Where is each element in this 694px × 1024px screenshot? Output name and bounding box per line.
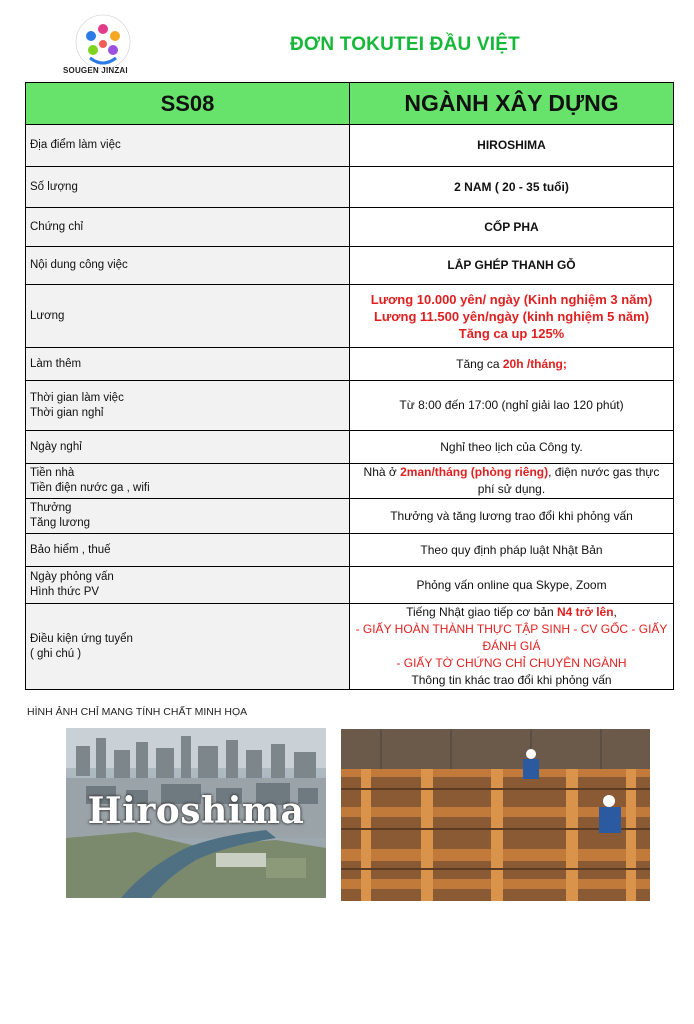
hiroshima-city-image <box>66 728 326 898</box>
row-label-line: Thưởng <box>30 502 72 514</box>
table-row <box>26 381 674 431</box>
row-label <box>26 464 350 499</box>
conditions-line: - GIẤY TỜ CHỨNG CHỈ CHUYÊN NGÀNH <box>396 656 627 670</box>
language-level: N4 trở lên <box>556 605 614 619</box>
row-label-line: Thời gian làm việc <box>30 391 124 404</box>
row-value: Phỏng vấn online qua Skype, Zoom <box>350 567 674 604</box>
table-row <box>26 125 674 167</box>
row-label <box>26 499 350 534</box>
row-label-line: Tiền điện nước ga , wifi <box>30 482 150 494</box>
table-row <box>26 208 674 247</box>
conditions-suffix: , <box>613 605 617 619</box>
table-row <box>26 499 674 534</box>
document-title: ĐƠN TOKUTEI ĐẦU VIỆT <box>290 34 520 55</box>
row-label-line: Thời gian nghỉ <box>30 406 104 419</box>
table-row <box>26 604 674 690</box>
housing-prefix: Nhà ở <box>363 465 401 479</box>
row-value <box>350 348 674 381</box>
row-label <box>26 381 350 431</box>
housing-suffix: , điện nước gas thực phí sử dụng. <box>477 465 660 496</box>
row-label <box>26 604 350 690</box>
overtime-hours: 20h /tháng; <box>502 356 567 371</box>
row-value <box>350 464 674 499</box>
conditions-line: Thông tin khác trao đổi khi phỏng vấn <box>411 673 612 687</box>
row-label-line: ( ghi chú ) <box>30 647 82 660</box>
salary-line: Tăng ca up 125% <box>458 325 565 341</box>
illustration-note: HÌNH ẢNH CHỈ MANG TÍNH CHẤT MINH HỌA <box>27 706 248 718</box>
row-value: Từ 8:00 đến 17:00 (nghỉ giải lao 120 phút) <box>350 381 674 431</box>
overtime-prefix: Tăng ca <box>456 356 503 371</box>
row-value: 2 NAM ( 20 - 35 tuổi) <box>350 167 674 208</box>
row-label: Số lượng <box>26 167 350 208</box>
logo-brand-text: SOUGEN JINZAI <box>63 66 128 75</box>
table-row <box>26 431 674 464</box>
conditions-line: - GIẤY HOÀN THÀNH THỰC TẬP SINH - CV GỐC - GIẤY ĐÁNH GIÁ <box>355 622 668 653</box>
row-label-line: Điều kiện ứng tuyển <box>30 632 133 645</box>
row-label: Bảo hiểm , thuế <box>26 534 350 567</box>
conditions-value <box>350 604 674 690</box>
row-label: Làm thêm <box>26 348 350 381</box>
salary-value <box>350 285 674 348</box>
row-label-line: Tiền nhà <box>30 467 75 479</box>
table-row <box>26 534 674 567</box>
city-caption: Hiroshima <box>87 790 305 832</box>
table-row <box>26 167 674 208</box>
row-value: CỐP PHA <box>350 208 674 247</box>
construction-site-image <box>341 729 650 901</box>
housing-price: 2man/tháng (phòng riêng) <box>400 465 549 479</box>
job-info-table <box>25 82 674 690</box>
table-row <box>26 348 674 381</box>
row-label-line: Tăng lương <box>30 517 90 529</box>
job-code: SS08 <box>26 83 350 125</box>
table-row <box>26 567 674 604</box>
row-value: Theo quy định pháp luật Nhật Bản <box>350 534 674 567</box>
job-field: NGÀNH XÂY DỰNG <box>350 83 674 125</box>
conditions-line <box>354 604 669 621</box>
row-label-line: Hình thức PV <box>30 586 100 598</box>
row-label: Ngày nghỉ <box>26 431 350 464</box>
row-value: HIROSHIMA <box>350 125 674 167</box>
salary-line: Lương 11.500 yên/ngày (kinh nghiệm 5 năm) <box>373 308 650 324</box>
row-value: Thưởng và tăng lương trao đổi khi phỏng vấn <box>350 499 674 534</box>
row-label: Lương <box>26 285 350 348</box>
row-label: Chứng chỉ <box>26 208 350 247</box>
row-label: Địa điểm làm việc <box>26 125 350 167</box>
conditions-prefix: Tiếng Nhật giao tiếp cơ bản <box>406 605 557 619</box>
table-header-row <box>26 83 674 125</box>
formwork-photo <box>341 729 650 901</box>
row-value: Nghỉ theo lịch của Công ty. <box>350 431 674 464</box>
table-row <box>26 247 674 285</box>
row-label <box>26 567 350 604</box>
table-row <box>26 285 674 348</box>
row-value: LẮP GHÉP THANH GỖ <box>350 247 674 285</box>
table-row <box>26 464 674 499</box>
salary-line: Lương 10.000 yên/ ngày (Kinh nghiệm 3 năm) <box>370 291 653 307</box>
row-label-line: Ngày phỏng vấn <box>30 571 114 583</box>
row-label: Nội dung công việc <box>26 247 350 285</box>
